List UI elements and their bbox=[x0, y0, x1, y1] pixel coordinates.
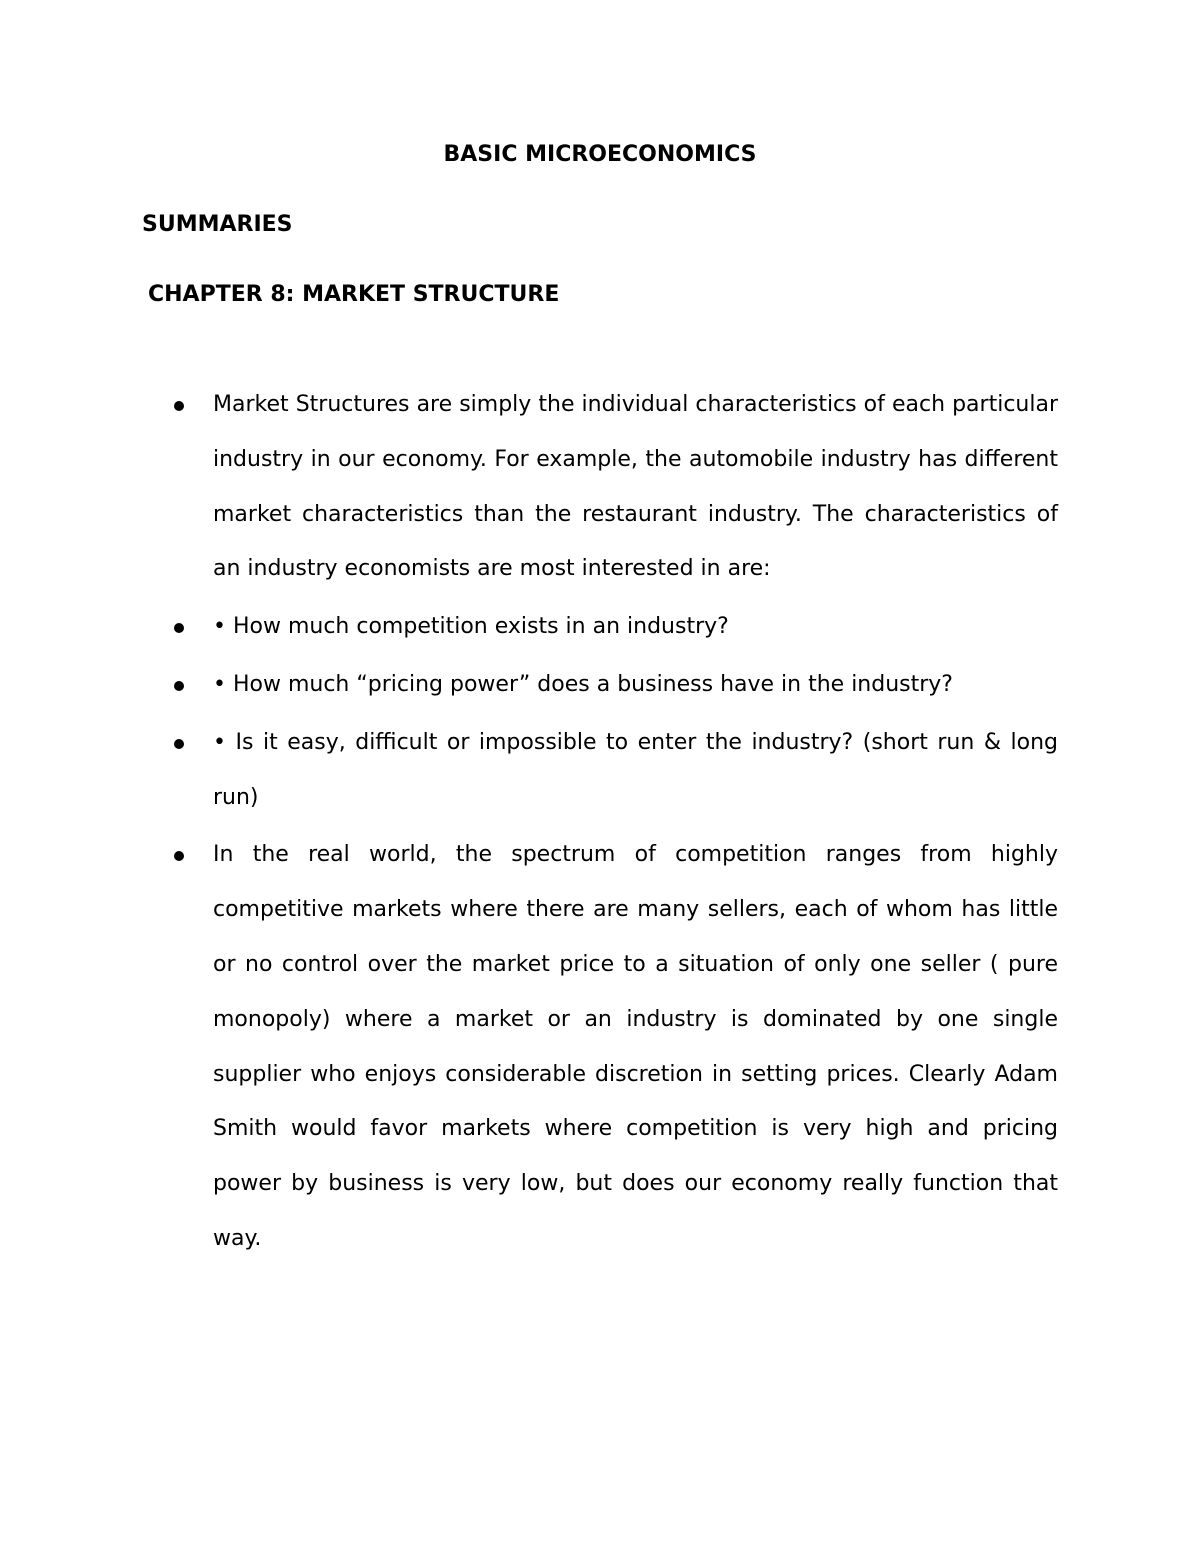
bullet-dot-icon bbox=[174, 739, 184, 749]
bullet-item-market-structures bbox=[0, 378, 1058, 597]
bullet-dot-icon bbox=[174, 851, 184, 861]
bullet-text: In the real world, the spectrum of competition ranges from highly competitive markets where there are many sellers, each of whom has little or no control over the market price to a situation of only one seller ( pure monopoly) where a market or an industry is dominated by one single supplier who enjoys considerable discretion in setting prices. Clearly Adam Smith would favor markets where competition is very high and pricing power by business is very low, but does our economy really function that way. bbox=[213, 842, 1058, 1251]
bullet-item-real-world bbox=[0, 828, 1058, 1266]
document-title: BASIC MICROECONOMICS bbox=[443, 142, 757, 167]
bullet-text: Market Structures are simply the individual characteristics of each particular industry in our economy. For example, the automobile industry has different market characteristics than the restaurant industry. The characteristics of an industry economists are most interested in are: bbox=[213, 392, 1058, 582]
bullet-dot-icon bbox=[174, 681, 184, 691]
bullet-text: • Is it easy, difficult or impossible to enter the industry? (short run & long run) bbox=[213, 729, 1058, 810]
bullet-item-pricing-power bbox=[0, 658, 1058, 713]
bullet-item-entry bbox=[0, 716, 1058, 826]
section-label: SUMMARIES bbox=[142, 212, 293, 237]
bullet-list bbox=[0, 378, 1200, 1270]
bullet-item-competition bbox=[0, 600, 1058, 655]
bullet-dot-icon bbox=[174, 623, 184, 633]
bullet-dot-icon bbox=[174, 401, 184, 411]
chapter-heading: CHAPTER 8: MARKET STRUCTURE bbox=[148, 282, 560, 307]
bullet-text: • How much “pricing power” does a business have in the industry? bbox=[213, 671, 953, 697]
bullet-text: • How much competition exists in an industry? bbox=[213, 614, 729, 640]
